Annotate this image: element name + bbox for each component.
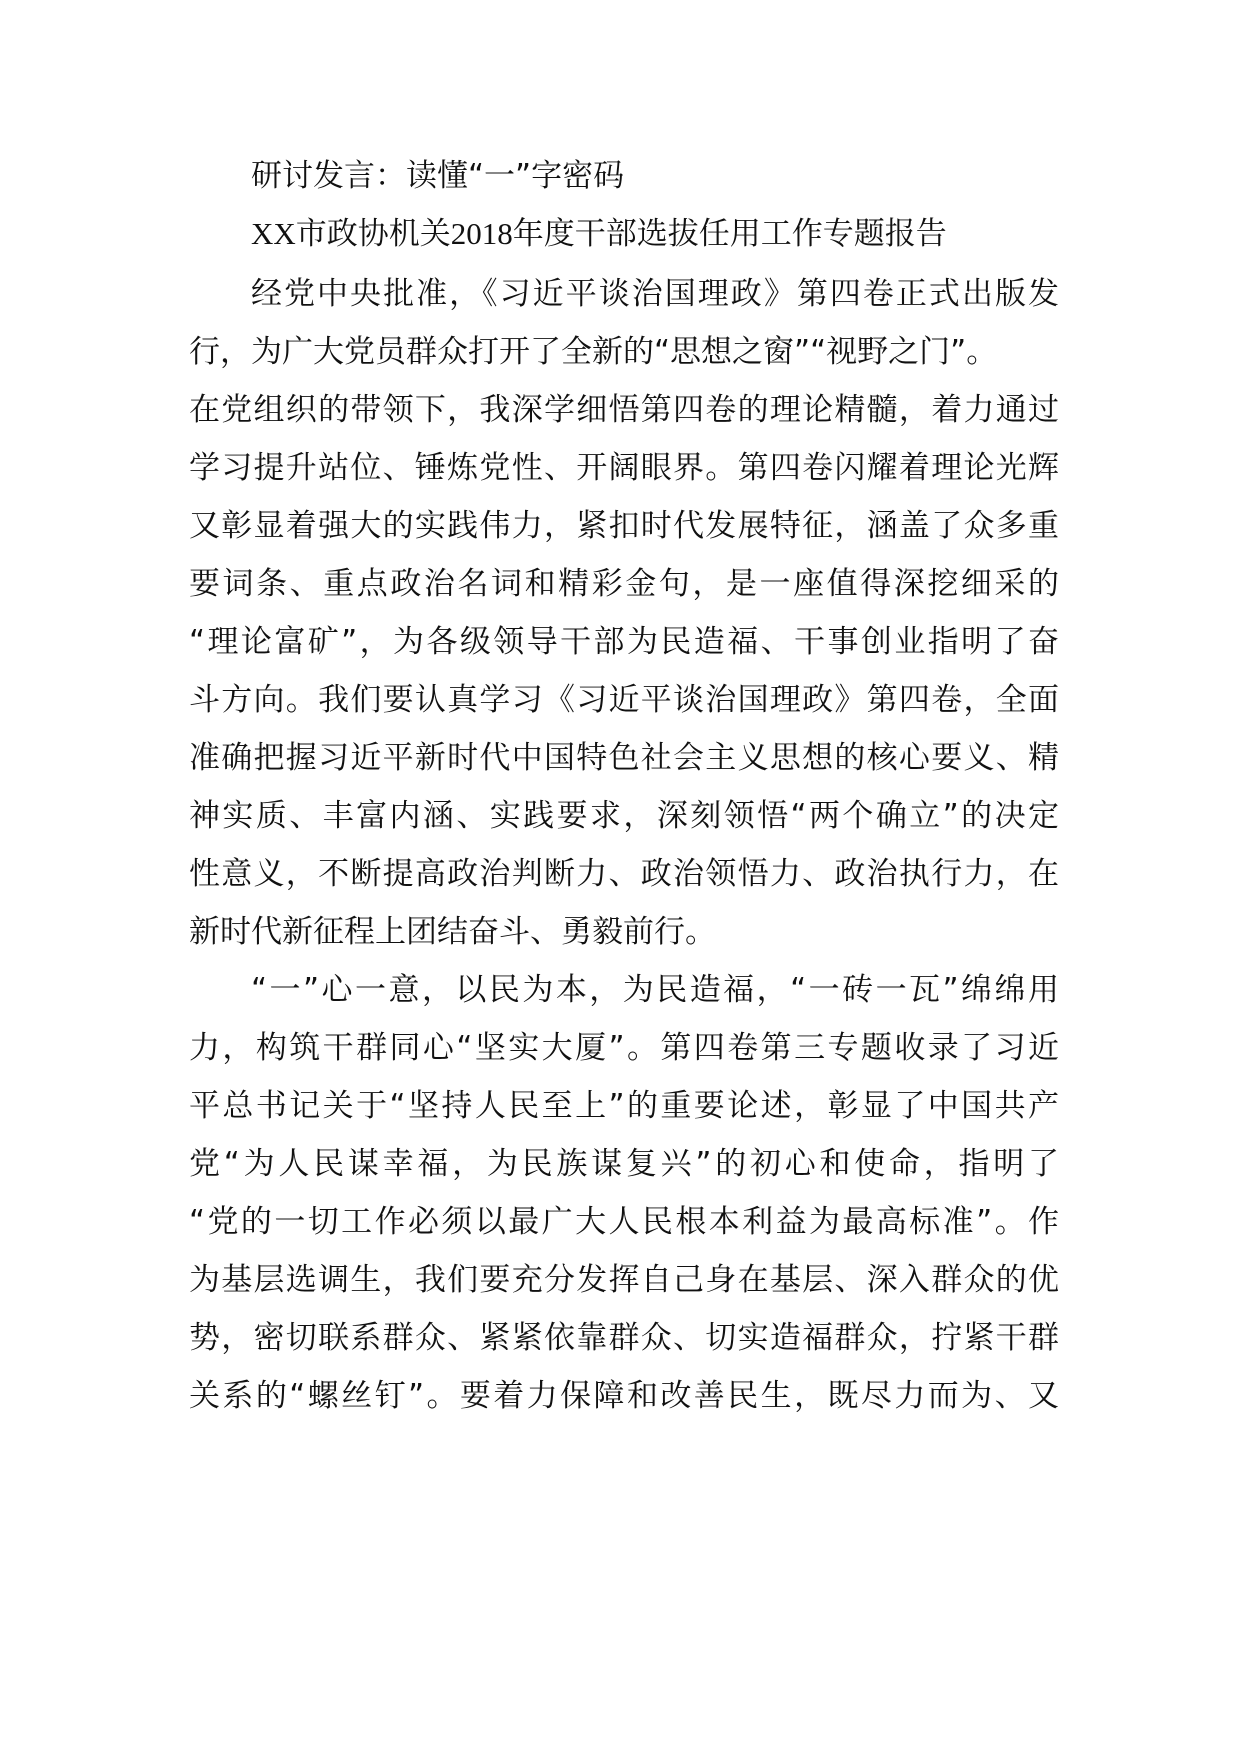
paragraph-line: 神实质、丰富内涵、实践要求，深刻领悟“两个确立”的决定 — [189, 798, 1059, 834]
paragraph-line: 力，构筑干群同心“坚实大厦”。第四卷第三专题收录了习近 — [189, 1030, 1059, 1066]
paragraph-line: 准确把握习近平新时代中国特色社会主义思想的核心要义、精 — [189, 740, 1059, 776]
paragraph-line: 性意义，不断提高政治判断力、政治领悟力、政治执行力，在 — [189, 856, 1059, 892]
paragraph-line: 又彰显着强大的实践伟力，紧扣时代发展特征，涵盖了众多重 — [189, 508, 1059, 544]
paragraph-line: “理论富矿”，为各级领导干部为民造福、干事创业指明了奋 — [189, 624, 1059, 660]
paragraph-line: 关系的“螺丝钉”。要着力保障和改善民生，既尽力而为、又 — [189, 1378, 1059, 1414]
paragraph-line: “党的一切工作必须以最广大人民根本利益为最高标准”。作 — [189, 1204, 1059, 1240]
paragraph-line: 在党组织的带领下，我深学细悟第四卷的理论精髓，着力通过 — [189, 392, 1059, 428]
paragraph-line: 平总书记关于“坚持人民至上”的重要论述，彰显了中国共产 — [189, 1088, 1059, 1124]
paragraph-line: “一”心一意，以民为本，为民造福，“一砖一瓦”绵绵用 — [251, 972, 1059, 1008]
paragraph-line: 要词条、重点政治名词和精彩金句，是一座值得深挖细采的 — [189, 566, 1059, 602]
paragraph-line: 学习提升站位、锤炼党性、开阔眼界。第四卷闪耀着理论光辉 — [189, 450, 1059, 486]
paragraph-line: 经党中央批准，《习近平谈治国理政》第四卷正式出版发 — [251, 276, 1059, 312]
paragraph-line: 为基层选调生，我们要充分发挥自己身在基层、深入群众的优 — [189, 1262, 1059, 1298]
paragraph-line: 斗方向。我们要认真学习《习近平谈治国理政》第四卷，全面 — [189, 682, 1059, 718]
paragraph-line: 新时代新征程上团结奋斗、勇毅前行。 — [189, 914, 716, 950]
paragraph-line: 势，密切联系群众、紧紧依靠群众、切实造福群众，拧紧干群 — [189, 1320, 1059, 1356]
document-title: 研讨发言：读懂“一”字密码 — [251, 158, 625, 194]
paragraph-line: 党“为人民谋幸福，为民族谋复兴”的初心和使命，指明了 — [189, 1146, 1059, 1182]
paragraph-line: 行，为广大党员群众打开了全新的“思想之窗”“视野之门”。 — [189, 334, 998, 370]
document-subtitle: XX市政协机关2018年度干部选拔任用工作专题报告 — [251, 216, 947, 251]
